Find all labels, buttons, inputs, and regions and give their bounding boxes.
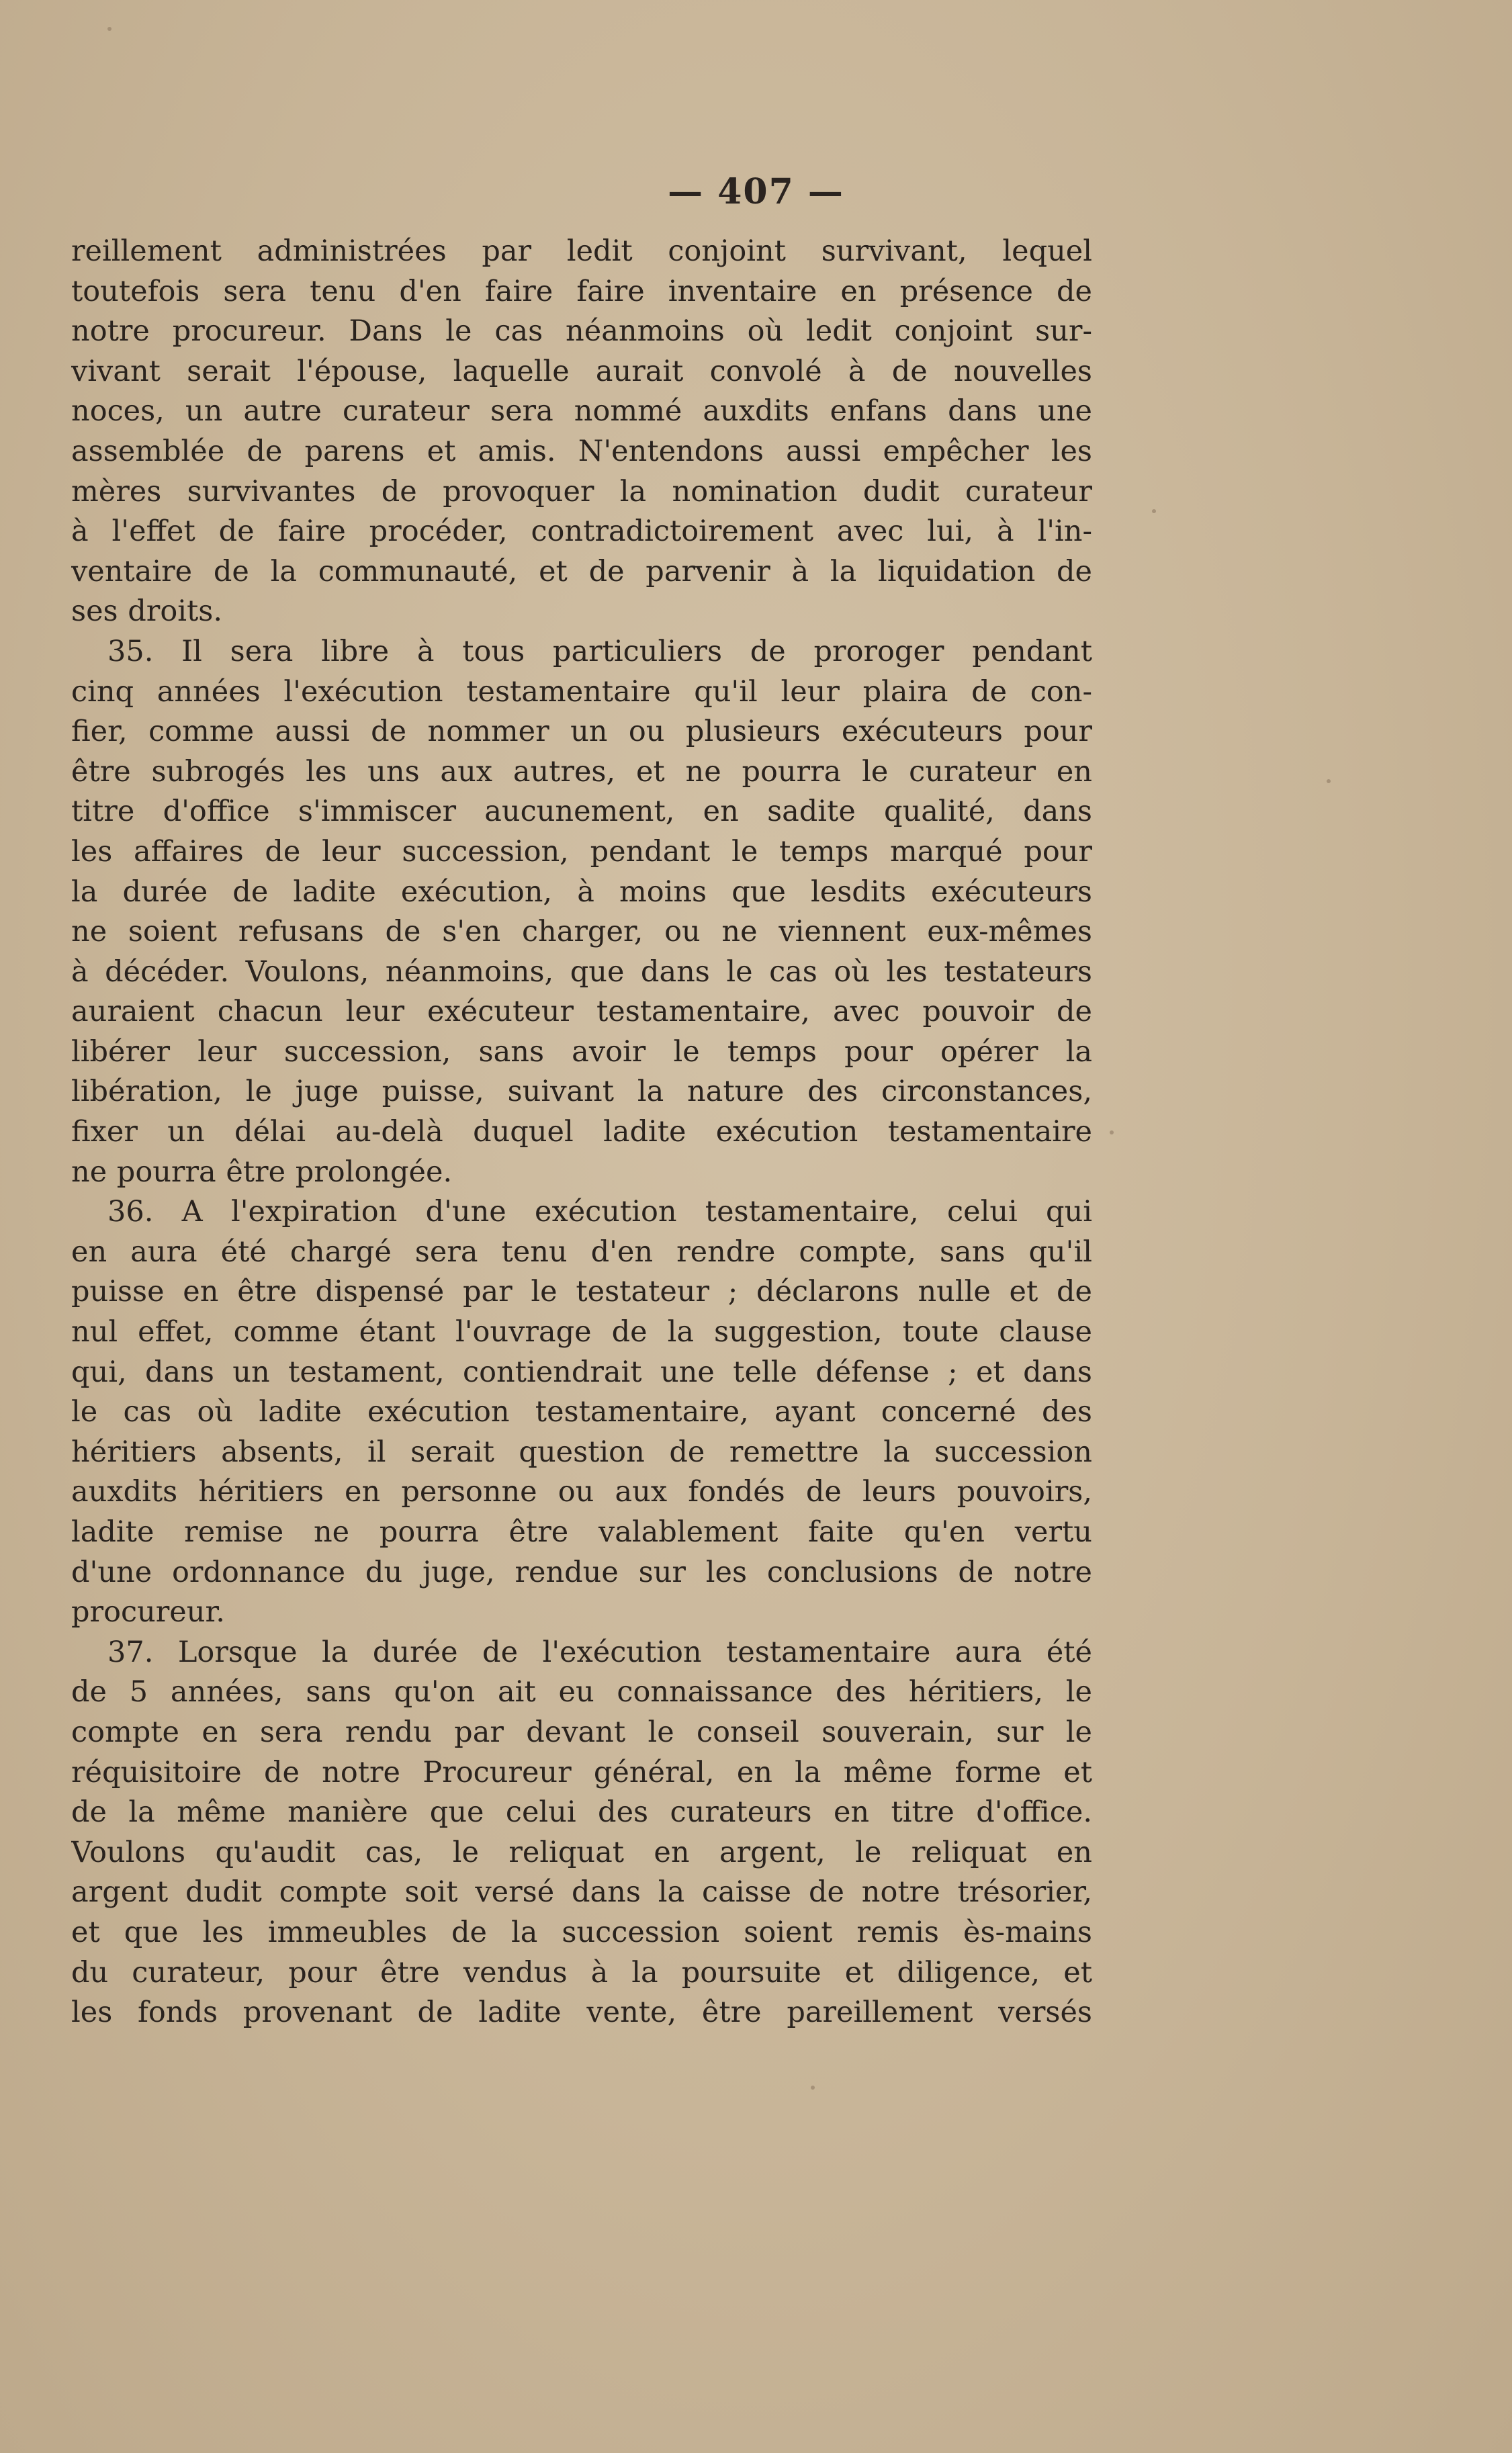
text-line: la durée de ladite exécution, à moins que lesdits exécuteurs: [71, 875, 1092, 909]
paper-speck: [1327, 779, 1331, 783]
body-text: [71, 232, 1092, 2033]
text-line: Voulons qu'audit cas, le reliquat en argent, le reliquat en: [71, 1835, 1092, 1869]
text-line: libération, le juge puisse, suivant la nature des circonstances,: [71, 1075, 1092, 1109]
text-line: être subrogés les uns aux autres, et ne pourra le curateur en: [71, 754, 1092, 789]
paper-speck: [107, 27, 112, 31]
text-line: qui, dans un testament, contiendrait une telle défense ; et dans: [71, 1355, 1092, 1389]
article-35-start: 35. Il sera libre à tous particuliers de proroger pendant: [107, 634, 1092, 668]
text-line: libérer leur succession, sans avoir le temps pour opérer la: [71, 1034, 1092, 1069]
page-number: — 407 —: [668, 171, 844, 212]
text-line: à l'effet de faire procéder, contradictoirement avec lui, à l'in-: [71, 515, 1092, 549]
text-line: compte en sera rendu par devant le conseil souverain, sur le: [71, 1715, 1092, 1749]
paper-speck: [1110, 1130, 1114, 1134]
text-line: du curateur, pour être vendus à la poursuite et diligence, et: [71, 1955, 1092, 1990]
text-line: le cas où ladite exécution testamentaire, ayant concerné des: [71, 1395, 1092, 1429]
text-line: titre d'office s'immiscer aucunement, en sadite qualité, dans: [71, 795, 1092, 829]
text-line: reillement administrées par ledit conjoint survivant, lequel: [71, 234, 1092, 268]
text-line: et que les immeubles de la succession soient remis ès-mains: [71, 1915, 1092, 1949]
text-line: toutefois sera tenu d'en faire faire inventaire en présence de: [71, 274, 1092, 308]
text-line: d'une ordonnance du juge, rendue sur les conclusions de notre: [71, 1555, 1092, 1589]
text-line: fier, comme aussi de nommer un ou plusieurs exécuteurs pour: [71, 715, 1092, 749]
text-line: argent dudit compte soit versé dans la caisse de notre trésorier,: [71, 1875, 1092, 1910]
article-36-start: 36. A l'expiration d'une exécution testamentaire, celui qui: [107, 1195, 1092, 1229]
text-line: notre procureur. Dans le cas néanmoins où ledit conjoint sur-: [71, 314, 1092, 349]
text-line: ventaire de la communauté, et de parvenir à la liquidation de: [71, 554, 1092, 588]
text-line: en aura été chargé sera tenu d'en rendre compte, sans qu'il: [71, 1235, 1092, 1269]
text-line: cinq années l'exécution testamentaire qu'il leur plaira de con-: [71, 674, 1092, 709]
text-line: réquisitoire de notre Procureur général, en la même forme et: [71, 1755, 1092, 1789]
paper-speck: [1152, 509, 1156, 513]
text-line: de la même manière que celui des curateurs en titre d'office.: [71, 1795, 1092, 1830]
text-line: auraient chacun leur exécuteur testamentaire, avec pouvoir de: [71, 995, 1092, 1029]
text-line: héritiers absents, il serait question de remettre la succession: [71, 1435, 1092, 1469]
text-line: ne pourra être prolongée.: [71, 1155, 453, 1189]
text-line: ladite remise ne pourra être valablement faite qu'en vertu: [71, 1515, 1092, 1549]
text-line: les fonds provenant de ladite vente, être pareillement versés: [71, 1996, 1092, 2030]
text-line: mères survivantes de provoquer la nomination dudit curateur: [71, 474, 1092, 508]
text-line: auxdits héritiers en personne ou aux fondés de leurs pouvoirs,: [71, 1475, 1092, 1509]
text-line: ne soient refusans de s'en charger, ou ne viennent eux-mêmes: [71, 915, 1092, 949]
text-line: procureur.: [71, 1595, 225, 1630]
text-line: ses droits.: [71, 594, 222, 629]
text-line: nul effet, comme étant l'ouvrage de la suggestion, toute clause: [71, 1315, 1092, 1349]
text-line: noces, un autre curateur sera nommé auxdits enfans dans une: [71, 394, 1092, 429]
text-line: à décéder. Voulons, néanmoins, que dans le cas où les testateurs: [71, 954, 1092, 989]
text-line: les affaires de leur succession, pendant le temps marqué pour: [71, 834, 1092, 868]
text-line: assemblée de parens et amis. N'entendons aussi empêcher les: [71, 434, 1092, 468]
text-line: fixer un délai au-delà duquel ladite exécution testamentaire: [71, 1115, 1092, 1149]
paper-speck: [811, 2086, 815, 2090]
text-line: de 5 années, sans qu'on ait eu connaissance des héritiers, le: [71, 1675, 1092, 1709]
text-line: puisse en être dispensé par le testateur ; déclarons nulle et de: [71, 1275, 1092, 1309]
text-line: vivant serait l'épouse, laquelle aurait convolé à de nouvelles: [71, 354, 1092, 388]
article-37-start: 37. Lorsque la durée de l'exécution testamentaire aura été: [107, 1635, 1092, 1669]
